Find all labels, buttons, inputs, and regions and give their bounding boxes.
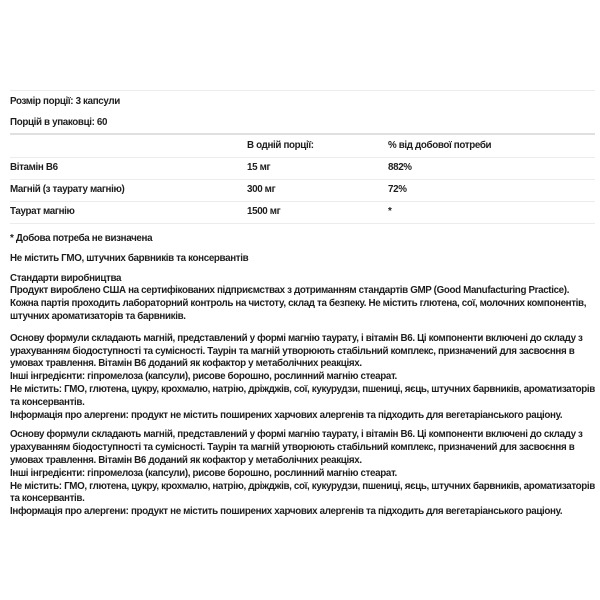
nutrient-name: Таурат магнію: [10, 206, 75, 218]
allergen-info-text: Інформація про алергени: продукт не містить поширених харчових алергенів та підходить для вегетаріанського раціону.: [10, 506, 563, 518]
manufacturing-standards-body: Продукт вироблено США на сертифікованих підприємствах з дотриманням стандартів GMP (Good Manufacturing Practice). Кожна партія проходить лабораторний контроль на чистоту, склад та безпеку. Не містить глютена, сої, молочних компонентів, штучних ароматизаторів та барвників.: [10, 285, 587, 322]
nutrient-amount: 300 мг: [247, 184, 276, 196]
nutrient-amount: 15 мг: [247, 162, 271, 174]
manufacturing-standards-heading: Стандарти виробництва: [10, 272, 122, 284]
manufacturing-standards-section: [10, 273, 595, 324]
table-row: [10, 158, 595, 180]
column-header-daily-value: % від добової потреби: [388, 139, 492, 151]
table-row: [10, 202, 595, 224]
servings-per-container-row: [10, 113, 595, 135]
daily-value-footnote: * Добова потреба не визначена: [10, 233, 153, 244]
servings-per-container-text: Порцій в упаковці: 60: [10, 116, 108, 128]
nutrient-daily-value: *: [388, 206, 392, 218]
description-block: [10, 333, 595, 423]
nutrient-name: Магній (з таурату магнію): [10, 184, 125, 196]
other-ingredients-text: Інші інгредієнти: гіпромелоза (капсули), рисове борошно, рослинний магнію стеарат.: [10, 371, 397, 383]
table-row: [10, 180, 595, 202]
free-of-text: Не містить: ГМО, глютена, цукру, крохмалю, натрію, дріжджів, сої, кукурудзи, пшениці, яєць, штучних барвників, ароматизаторів та консервантів.: [10, 480, 595, 505]
formula-description-text: Основу формули складають магній, представлений у формі магнію таурату, і вітамін B6. Ці компоненти включені до складу з урахуванням біодоступності та сумісності. Таурін та магній утворюють стабільний комплекс, призначений для засвоєння в умовах травлення. Вітамін B6 доданий як кофактор у метаболічних реакціях.: [10, 429, 583, 466]
column-header-amount: В одній порції:: [247, 139, 314, 151]
description-block: [10, 429, 595, 519]
other-ingredients-text: Інші інгредієнти: гіпромелоза (капсули), рисове борошно, рослинний магнію стеарат.: [10, 467, 397, 479]
nutrient-daily-value: 882%: [388, 162, 412, 174]
serving-size-row: [10, 90, 595, 113]
nutrient-daily-value: 72%: [388, 184, 407, 196]
nutrient-amount: 1500 мг: [247, 206, 281, 218]
clean-label-note: Не містить ГМО, штучних барвників та консервантів: [10, 252, 249, 264]
nutrient-name: Вітамін B6: [10, 162, 58, 174]
table-header-row: [10, 135, 595, 158]
allergen-info-text: Інформація про алергени: продукт не містить поширених харчових алергенів та підходить для вегетаріанського раціону.: [10, 409, 563, 421]
free-of-text: Не містить: ГМО, глютена, цукру, крохмалю, натрію, дріжджів, сої, кукурудзи, пшениці, яєць, штучних барвників, ароматизаторів та консервантів.: [10, 383, 595, 408]
formula-description-text: Основу формули складають магній, представлений у формі магнію таурату, і вітамін B6. Ці компоненти включені до складу з урахуванням біодоступності та сумісності. Таурін та магній утворюють стабільний комплекс, призначений для засвоєння в умовах травлення. Вітамін B6 доданий як кофактор у метаболічних реакціях.: [10, 332, 583, 370]
supplement-facts-table: [10, 135, 595, 224]
serving-size-text: Розмір порції: 3 капсули: [10, 95, 120, 107]
